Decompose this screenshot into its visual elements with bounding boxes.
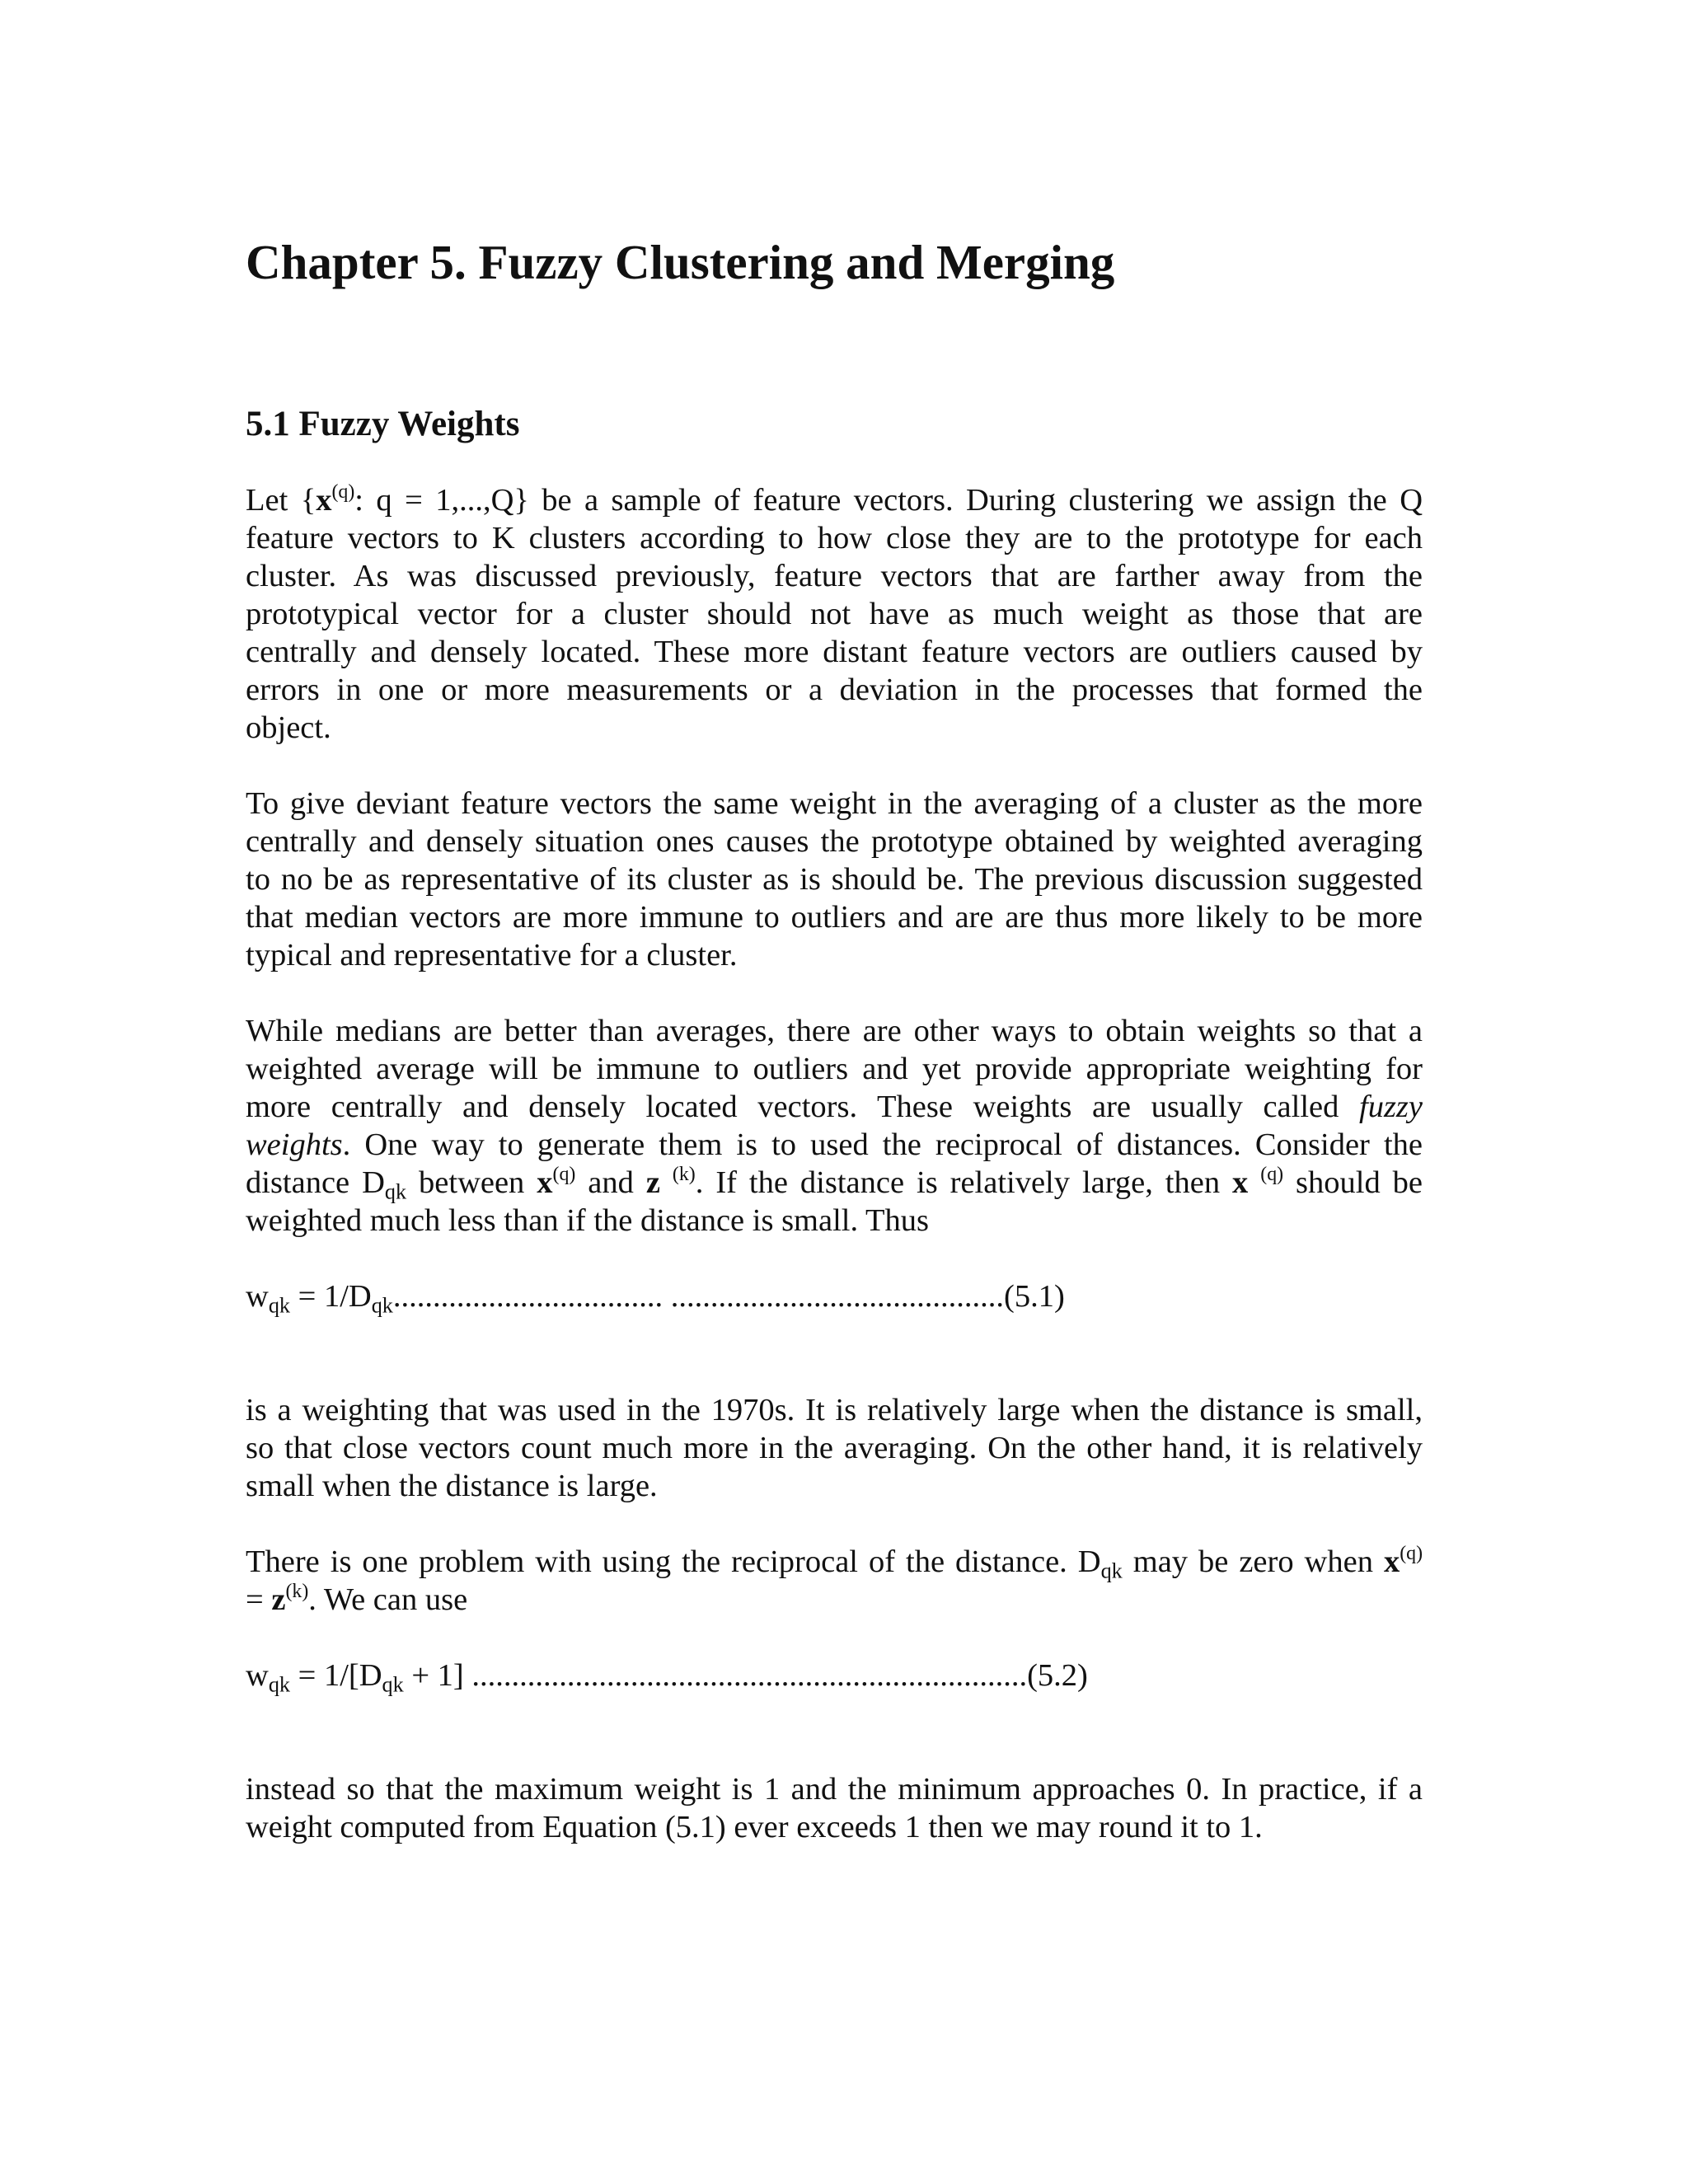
paragraph-2-line-5: typical and representative for a cluster. — [246, 938, 738, 972]
paragraph-1-line-4: prototypical vector for a cluster should not have as much weight as those that are — [246, 597, 1423, 631]
equation-5-2: $w_{qk} = 1/[D_{qk} + 1]$ ......................................................................(5.2) — [246, 1658, 1088, 1697]
paragraph-2-line-2: centrally and densely situation ones causes the prototype obtained by weighted averaging — [246, 824, 1423, 859]
paragraph-3-line-1: While medians are better than averages, there are other ways to obtain weights so that a — [246, 1014, 1423, 1048]
paragraph-2-line-1: To give deviant feature vectors the same weight in the averaging of a cluster as the more — [246, 786, 1423, 821]
section-title: 5.1 Fuzzy Weights — [246, 405, 520, 443]
paragraph-1-line-6: errors in one or more measurements or a deviation in the processes that formed the — [246, 673, 1423, 707]
paragraph-4-line-3: small when the distance is large. — [246, 1469, 658, 1503]
paragraph-3-line-2: weighted average will be immune to outliers and yet provide appropriate weighting for — [246, 1052, 1423, 1086]
paragraph-5-line-2: = $z^{(k)}$. We can use — [246, 1581, 468, 1617]
paragraph-3-line-5: distance $D_{qk}$ between $x^{(q)}$ and z $^{(k)}$. If the distance is relatively large, then x $^{(q)}$ should be — [246, 1164, 1423, 1204]
paragraph-3-line-6: weighted much less than if the distance is small. Thus — [246, 1203, 930, 1238]
paragraph-5-line-1: There is one problem with using the reciprocal of the distance. $D_{qk}$ may be zero when $x^{(q)}$ — [246, 1543, 1423, 1583]
paragraph-4-line-1: is a weighting that was used in the 1970s. It is relatively large when the distance is small, — [246, 1393, 1423, 1427]
paragraph-1-line-7: object. — [246, 710, 331, 745]
paragraph-4-line-2: so that close vectors count much more in the averaging. On the other hand, it is relatively — [246, 1431, 1423, 1465]
paragraph-6-line-1: instead so that the maximum weight is 1 and the minimum approaches 0. In practice, if a — [246, 1772, 1423, 1807]
paragraph-2-line-3: to no be as representative of its cluster as is should be. The previous discussion suggested — [246, 862, 1423, 897]
paragraph-1-line-1: Let {$x^{(q)}$: q = 1,...,Q} be a sample of feature vectors. During clustering we assign the Q — [246, 481, 1423, 518]
chapter-title: Chapter 5. Fuzzy Clustering and Merging — [246, 235, 1115, 289]
paragraph-2-line-4: that median vectors are more immune to outliers and are are thus more likely to be more — [246, 900, 1423, 935]
paragraph-1-line-3: cluster. As was discussed previously, feature vectors that are farther away from the — [246, 559, 1423, 593]
paragraph-1-line-2: feature vectors to K clusters according to how close they are to the prototype for each — [246, 521, 1423, 555]
paragraph-1-line-5: centrally and densely located. These more distant feature vectors are outliers caused by — [246, 635, 1423, 669]
equation-5-1: $w_{qk} = 1/D_{qk}$.................................. ..........................................(5.1) — [246, 1279, 1065, 1318]
paragraph-3-line-3: more centrally and densely located vectors. These weights are usually called fuzzy — [246, 1090, 1423, 1124]
paragraph-6-line-2: weight computed from Equation (5.1) ever exceeds 1 then we may round it to 1. — [246, 1810, 1263, 1844]
paragraph-3-line-4: weights. One way to generate them is to used the reciprocal of distances. Consider the — [246, 1127, 1423, 1162]
